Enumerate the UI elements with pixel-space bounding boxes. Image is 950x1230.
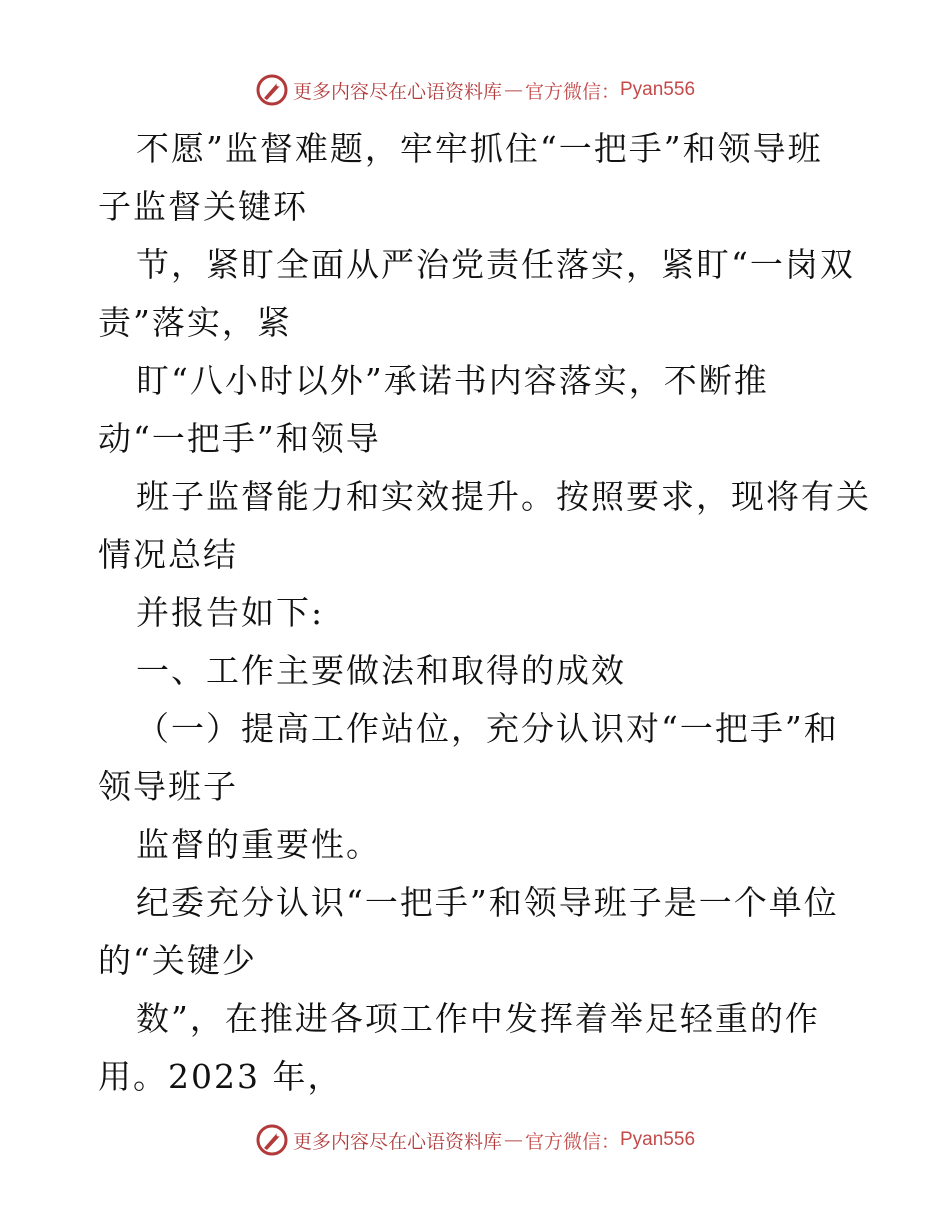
watermark-wechat-label: 官方微信： xyxy=(524,80,620,103)
text-line: 用。2023 年， xyxy=(98,1057,343,1096)
subsection-heading: （一）提高工作站位，充分认识对“一把手”和 xyxy=(136,709,839,748)
watermark-separator: — xyxy=(503,1129,523,1151)
text-line: 班子监督能力和实效提升。按照要求，现将有关 xyxy=(136,477,871,516)
watermark-header xyxy=(0,70,950,110)
text-line: 子监督关键环 xyxy=(98,187,308,226)
text-line: 监督的重要性。 xyxy=(136,825,381,864)
pen-logo-icon xyxy=(255,73,289,107)
text-line: 纪委充分认识“一把手”和领导班子是一个单位 xyxy=(136,883,839,922)
text-line: 并报告如下: xyxy=(136,593,325,632)
pen-logo-icon xyxy=(255,1123,289,1157)
text-line: 情况总结 xyxy=(98,535,238,574)
text-line: 领导班子 xyxy=(98,767,238,806)
section-heading: 一、工作主要做法和取得的成效 xyxy=(136,651,626,690)
text-line: 数”，在推进各项工作中发挥着举足轻重的作 xyxy=(136,999,820,1038)
text-line: 的“关键少 xyxy=(98,941,257,980)
watermark-text: 更多内容尽在心语资料库 xyxy=(292,1130,502,1153)
text-line: 责”落实，紧 xyxy=(98,303,292,342)
text-line: 节，紧盯全面从严治党责任落实，紧盯“一岗双 xyxy=(136,245,855,284)
watermark-footer xyxy=(0,1120,950,1160)
document-body xyxy=(98,120,871,1106)
watermark-wechat-id: Pyan556 xyxy=(620,1129,696,1150)
watermark-wechat-label: 官方微信： xyxy=(524,1130,620,1153)
watermark-wechat-id: Pyan556 xyxy=(620,79,696,100)
text-line: 不愿”监督难题，牢牢抓住“一把手”和领导班 xyxy=(136,129,823,168)
text-line: 盯“八小时以外”承诺书内容落实，不断推 xyxy=(136,361,769,400)
watermark-text: 更多内容尽在心语资料库 xyxy=(292,80,502,103)
watermark-separator: — xyxy=(503,79,523,101)
text-line: 动“一把手”和领导 xyxy=(98,419,381,458)
